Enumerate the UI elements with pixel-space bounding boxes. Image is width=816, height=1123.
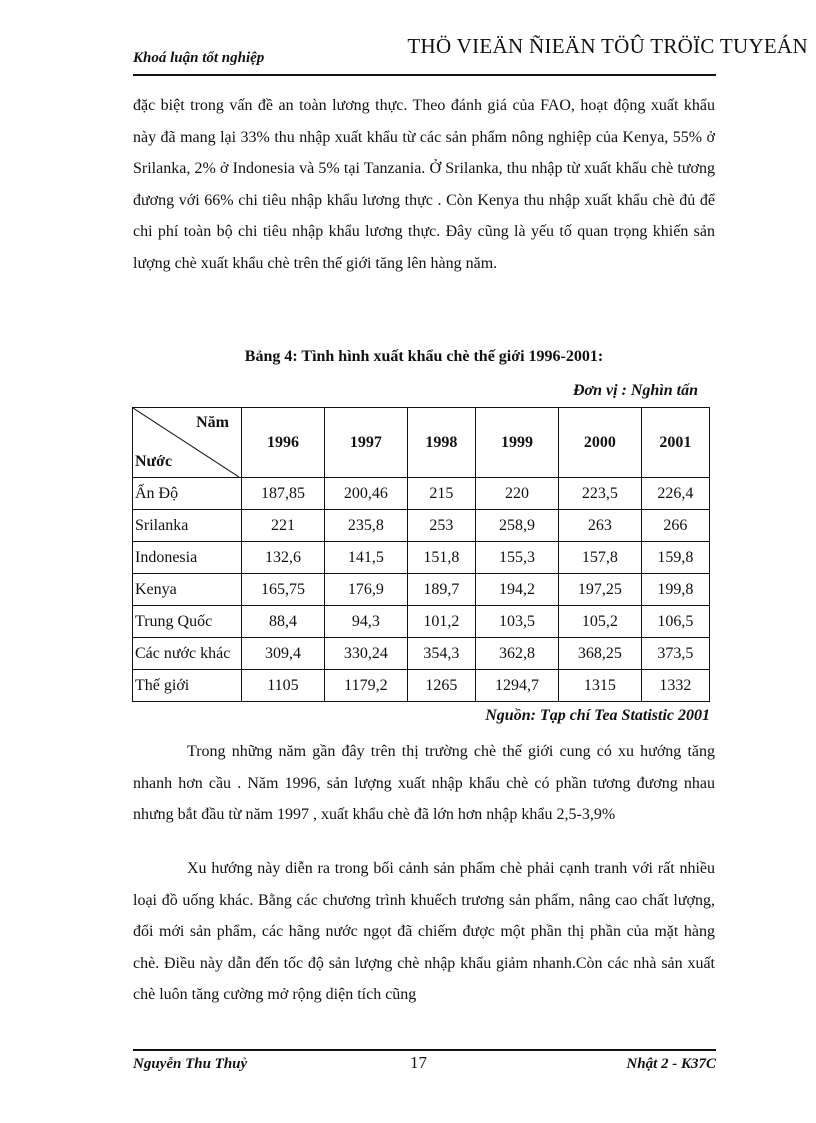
table-corner-cell — [133, 408, 242, 478]
paragraph-2: Trong những năm gần đây trên thị trường chè thế giới cung có xu hướng tăng nhanh hơn cầu . Năm 1996, sản lượng xuất nhập khẩu chè có phần tương đương nhau nhưng bắt đầu từ năm 1997 , xuất khẩu chè đã lớn hơn nhập khẩu 2,5-3,9% — [133, 743, 715, 823]
value-cell: 309,4 — [242, 638, 325, 670]
value-cell: 151,8 — [407, 542, 475, 574]
value-cell: 368,25 — [558, 638, 641, 670]
table-row — [133, 670, 710, 702]
value-cell: 157,8 — [558, 542, 641, 574]
footer-divider — [133, 1049, 716, 1051]
country-cell: Indonesia — [133, 542, 242, 574]
table-row — [133, 542, 710, 574]
value-cell: 1332 — [641, 670, 709, 702]
country-cell: Thế giới — [133, 670, 242, 702]
value-cell: 220 — [475, 478, 558, 510]
header-right-title: THÖ VIEÄN ÑIEÄN TÖÛ TRÖÏC TUYEÁN — [407, 34, 808, 58]
year-header: 1996 — [242, 408, 325, 478]
value-cell: 330,24 — [324, 638, 407, 670]
value-cell: 200,46 — [324, 478, 407, 510]
corner-country-label: Nước — [135, 453, 173, 470]
table-body — [133, 478, 710, 702]
value-cell: 226,4 — [641, 478, 709, 510]
paragraph-3: Xu hướng này diễn ra trong bối cảnh sản phẩm chè phải cạnh tranh với rất nhiều loại đồ uống khác. Bằng các chương trình khuếch trương sản phẩm, nâng cao chất lượng, đổi mới sản phẩm, các hãng nước ngọt đã chiếm được một phần thị phần của mặt hàng chè. Điều này dẫn đến tốc độ sản lượng chè nhập khẩu giảm nhanh.Còn các nhà sản xuất chè luôn tăng cường mở rộng diện tích cũng — [133, 860, 715, 1003]
year-header: 2001 — [641, 408, 709, 478]
country-cell: Trung Quốc — [133, 606, 242, 638]
value-cell: 199,8 — [641, 574, 709, 606]
value-cell: 187,85 — [242, 478, 325, 510]
value-cell: 362,8 — [475, 638, 558, 670]
value-cell: 189,7 — [407, 574, 475, 606]
value-cell: 194,2 — [475, 574, 558, 606]
value-cell: 263 — [558, 510, 641, 542]
year-header: 1999 — [475, 408, 558, 478]
value-cell: 253 — [407, 510, 475, 542]
table-title: Bảng 4: Tình hình xuất khẩu chè thế giới 1996-2001: — [244, 348, 604, 365]
header-left-title: Khoá luận tốt nghiệp — [133, 50, 265, 66]
table-row — [133, 574, 710, 606]
country-cell: Các nước khác — [133, 638, 242, 670]
value-cell: 88,4 — [242, 606, 325, 638]
value-cell: 266 — [641, 510, 709, 542]
country-cell: Ấn Độ — [133, 478, 242, 510]
header-divider — [133, 74, 716, 76]
value-cell: 101,2 — [407, 606, 475, 638]
table-row — [133, 510, 710, 542]
value-cell: 1179,2 — [324, 670, 407, 702]
value-cell: 235,8 — [324, 510, 407, 542]
year-header: 1998 — [407, 408, 475, 478]
value-cell: 1265 — [407, 670, 475, 702]
year-header: 1997 — [324, 408, 407, 478]
value-cell: 103,5 — [475, 606, 558, 638]
value-cell: 221 — [242, 510, 325, 542]
country-cell: Srilanka — [133, 510, 242, 542]
table-source: Nguồn: Tạp chí Tea Statistic 2001 — [485, 707, 710, 724]
value-cell: 1294,7 — [475, 670, 558, 702]
value-cell: 155,3 — [475, 542, 558, 574]
value-cell: 258,9 — [475, 510, 558, 542]
value-cell: 354,3 — [407, 638, 475, 670]
page-number: 17 — [410, 1053, 427, 1072]
year-header: 2000 — [558, 408, 641, 478]
value-cell: 197,25 — [558, 574, 641, 606]
tea-export-table — [132, 407, 710, 702]
value-cell: 215 — [407, 478, 475, 510]
paragraph-1: đặc biệt trong vấn đề an toàn lương thực. Theo đánh giá của FAO, hoạt động xuất khẩu này đã mang lại 33% thu nhập xuất khẩu từ các sản phẩm nông nghiệp của Kenya, 55% ở Srilanka, 2% ở Indonesia và 5% tại Tanzania. Ở Srilanka, thu nhập từ xuất khẩu chè tương đương với 66% chi tiêu nhập khẩu lương thực . Còn Kenya thu nhập xuất khẩu chè đủ để chi phí toàn bộ chi tiêu nhập khẩu lương thực. Đây cũng là yếu tố quan trọng khiến sản lượng chè xuất khẩu chè trên thế giới tăng lên hàng năm. — [133, 97, 715, 272]
table-header-row — [133, 408, 710, 478]
value-cell: 1105 — [242, 670, 325, 702]
footer-class: Nhật 2 - K37C — [626, 1056, 716, 1072]
table-row — [133, 606, 710, 638]
value-cell: 165,75 — [242, 574, 325, 606]
footer-author: Nguyễn Thu Thuỷ — [133, 1056, 248, 1072]
value-cell: 94,3 — [324, 606, 407, 638]
value-cell: 159,8 — [641, 542, 709, 574]
table-row — [133, 478, 710, 510]
country-cell: Kenya — [133, 574, 242, 606]
value-cell: 373,5 — [641, 638, 709, 670]
value-cell: 176,9 — [324, 574, 407, 606]
table-row — [133, 638, 710, 670]
value-cell: 141,5 — [324, 542, 407, 574]
table-unit: Đơn vị : Nghìn tấn — [572, 382, 698, 399]
value-cell: 105,2 — [558, 606, 641, 638]
corner-year-label: Năm — [196, 414, 229, 431]
value-cell: 223,5 — [558, 478, 641, 510]
value-cell: 1315 — [558, 670, 641, 702]
value-cell: 106,5 — [641, 606, 709, 638]
value-cell: 132,6 — [242, 542, 325, 574]
